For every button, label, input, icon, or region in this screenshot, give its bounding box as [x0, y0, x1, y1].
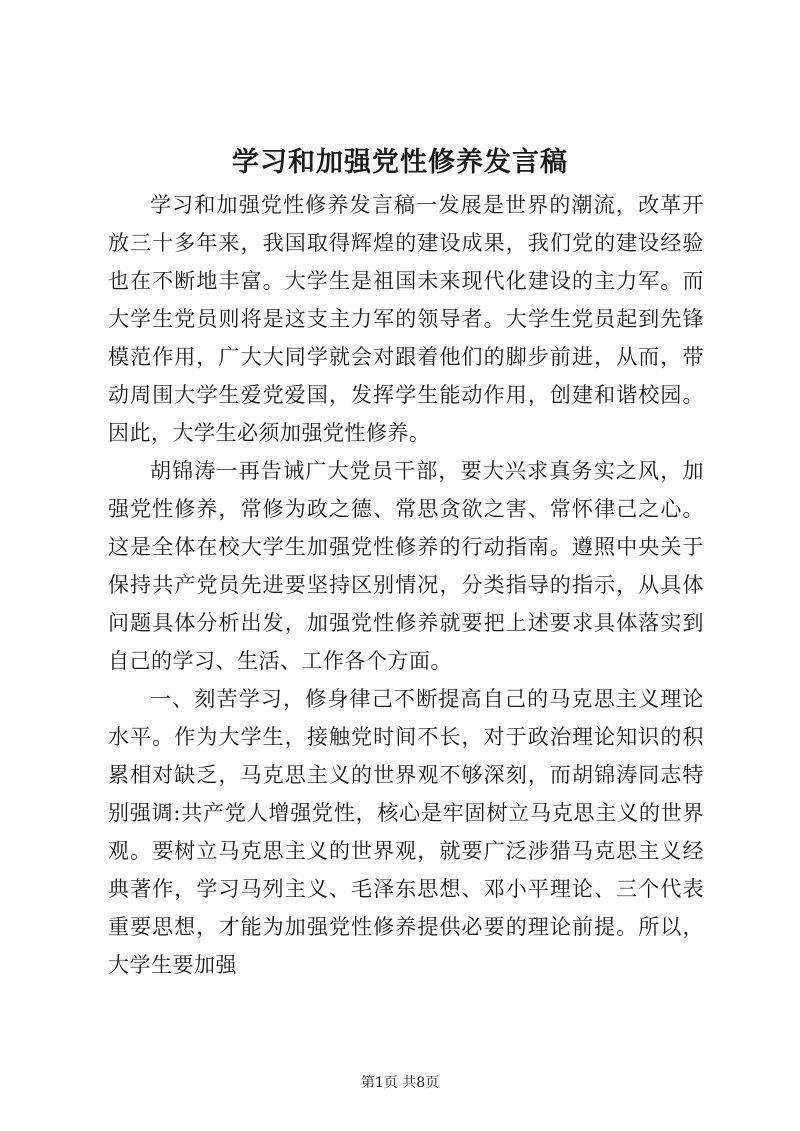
page-number-footer: 第1页 共8页	[360, 1075, 440, 1091]
document-body	[108, 186, 704, 984]
paragraph-3: 一、刻苦学习，修身律己不断提高自己的马克思主义理论水平。作为大学生，接触党时间不长，对于政治理论知识的积累相对缺乏，马克思主义的世界观不够深刻，而胡锦涛同志特别强调:共产党人增强党性，核心是牢固树立马克思主义的世界观。要树立马克思主义的世界观，就要广泛涉猎马克思主义经典著作，学习马列主义、毛泽东思想、邓小平理论、三个代表重要思想，才能为加强党性修养提供必要的理论前提。所以，大学生要加强	[108, 687, 704, 977]
paragraph-2: 胡锦涛一再告诫广大党员干部，要大兴求真务实之风，加强党性修养，常修为政之德、常思贪欲之害、常怀律己之心。这是全体在校大学生加强党性修养的行动指南。遵照中央关于保持共产党员先进要坚持区别情况，分类指导的指示，从具体问题具体分析出发，加强党性修养就要把上述要求具体落实到自己的学习、生活、工作各个方面。	[108, 459, 704, 673]
paragraph-1: 学习和加强党性修养发言稿一发展是世界的潮流，改革开放三十多年来，我国取得辉煌的建设成果，我们党的建设经验也在不断地丰富。大学生是祖国未来现代化建设的主力军。而大学生党员则将是这支主力军的领导者。大学生党员起到先锋模范作用，广大大同学就会对跟着他们的脚步前进，从而，带动周围大学生爱党爱国，发挥学生能动作用，创建和谐校园。因此，大学生必须加强党性修养。	[108, 193, 704, 445]
document-title: 学习和加强党性修养发言稿	[232, 147, 568, 178]
